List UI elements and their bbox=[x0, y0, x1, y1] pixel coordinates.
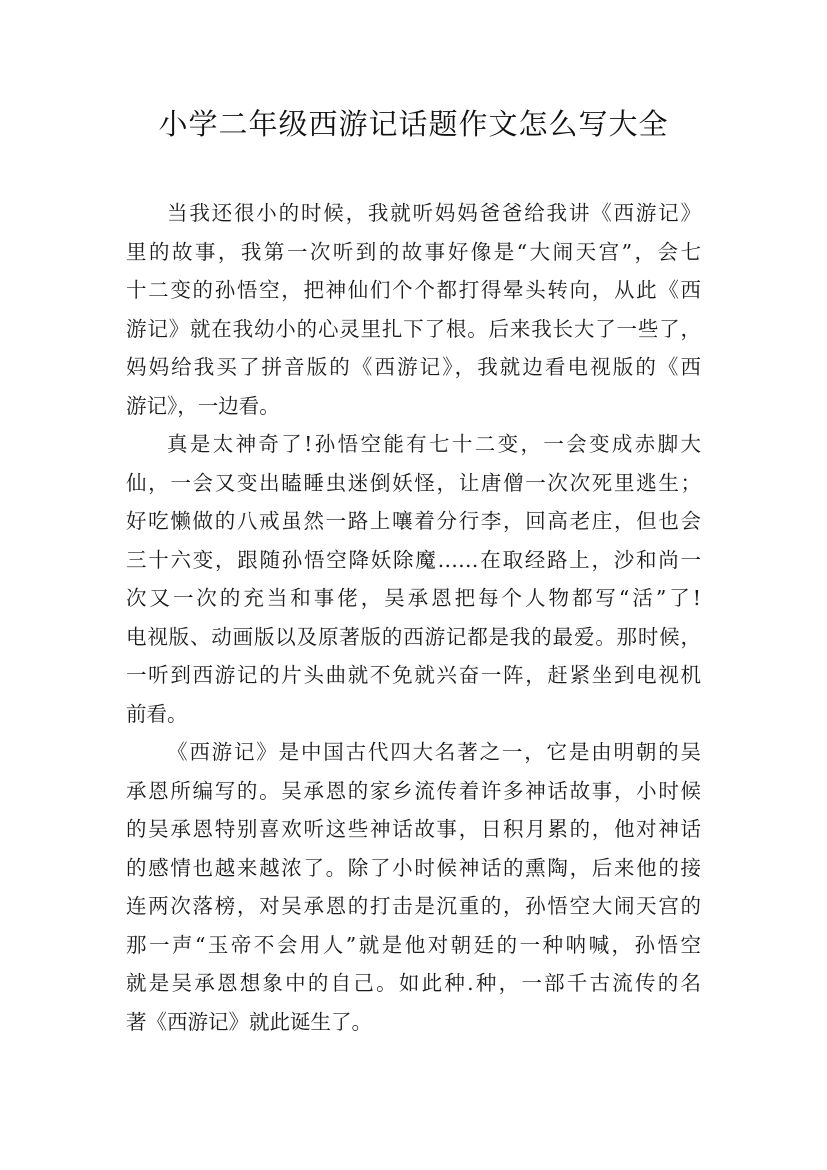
document-title: 小学二年级西游记话题作文怎么写大全 bbox=[158, 107, 669, 141]
paragraph-line: 三十六变，跟随孙悟空降妖除魔……在取经路上，沙和尚一 bbox=[126, 547, 701, 572]
paragraph-line: 那一声“玉帝不会用人”就是他对朝廷的一种呐喊，孙悟空 bbox=[126, 932, 701, 957]
paragraph-line: 游记》，一边看。 bbox=[126, 393, 280, 418]
paragraph-line: 就是吴承恩想象中的自己。如此种.种，一部千古流传的名 bbox=[126, 971, 701, 995]
paragraph-line: 一听到西游记的片头曲就不免就兴奋一阵，赶紧坐到电视机 bbox=[126, 663, 701, 687]
paragraph-line: 著《西游记》就此诞生了。 bbox=[126, 1009, 372, 1034]
paragraph-line: 《西游记》是中国古代四大名著之一，它是由明朝的吴 bbox=[167, 740, 701, 764]
paragraph-1 bbox=[126, 194, 701, 425]
paragraph-line: 次又一次的充当和事佬，吴承恩把每个人物都写“活”了! bbox=[126, 586, 701, 610]
paragraph-2 bbox=[126, 425, 701, 733]
document-body bbox=[126, 194, 701, 1041]
paragraph-line: 连两次落榜，对吴承恩的打击是沉重的，孙悟空大闹天宫的 bbox=[126, 894, 701, 918]
paragraph-3 bbox=[126, 733, 701, 1041]
paragraph-line: 妈妈给我买了拼音版的《西游记》，我就边看电视版的《西 bbox=[126, 355, 701, 379]
paragraph-line: 前看。 bbox=[126, 701, 188, 726]
paragraph-line: 好吃懒做的八戒虽然一路上嚷着分行李，回高老庄，但也会 bbox=[126, 509, 701, 533]
paragraph-line: 游记》就在我幼小的心灵里扎下了根。后来我长大了一些了， bbox=[126, 316, 701, 341]
paragraph-line: 的吴承恩特别喜欢听这些神话故事，日积月累的，他对神话 bbox=[126, 817, 701, 841]
paragraph-line: 当我还很小的时候，我就听妈妈爸爸给我讲《西游记》 bbox=[167, 201, 701, 225]
paragraph-line: 电视版、动画版以及原著版的西游记都是我的最爱。那时候， bbox=[126, 624, 701, 649]
paragraph-line: 的感情也越来越浓了。除了小时候神话的熏陶，后来他的接 bbox=[126, 855, 701, 880]
paragraph-line: 里的故事，我第一次听到的故事好像是“大闹天宫”，会七 bbox=[126, 239, 701, 264]
paragraph-line: 真是太神奇了!孙悟空能有七十二变，一会变成赤脚大 bbox=[167, 432, 701, 456]
paragraph-line: 十二变的孙悟空，把神仙们个个都打得晕头转向，从此《西 bbox=[126, 278, 701, 302]
paragraph-line: 仙，一会又变出瞌睡虫迷倒妖怪，让唐僧一次次死里逃生； bbox=[126, 470, 701, 495]
paragraph-line: 承恩所编写的。吴承恩的家乡流传着许多神话故事，小时候 bbox=[126, 778, 701, 803]
